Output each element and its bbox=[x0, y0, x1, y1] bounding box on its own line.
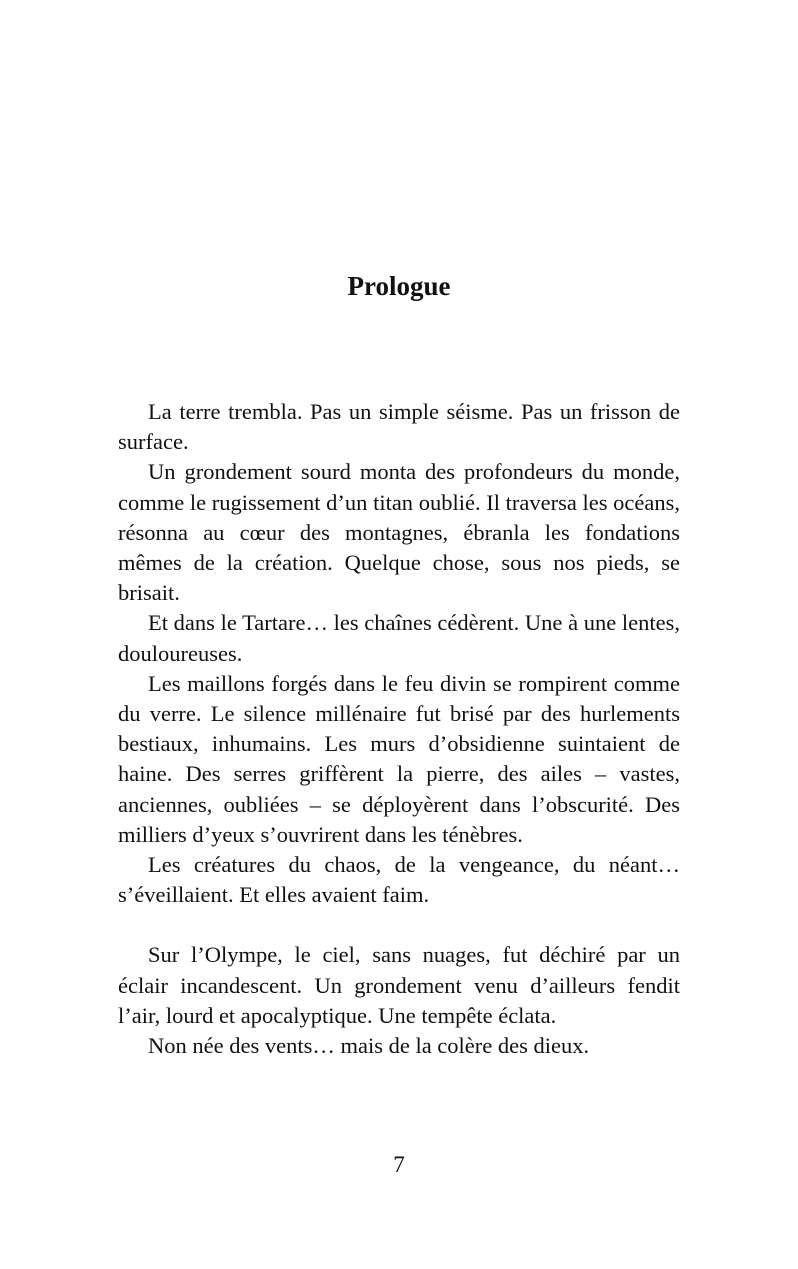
paragraph: Non née des vents… mais de la colère des dieux. bbox=[148, 1033, 590, 1059]
section-break bbox=[118, 910, 680, 940]
paragraph: Un grondement sourd monta des profondeurs du monde, comme le rugissement d’un titan oublié. Il traversa les océans, résonna au cœur des montagnes, ébranla les fondations mêmes de la création. Quelque chose, sous nos pieds, se brisait. bbox=[118, 459, 680, 606]
paragraph: La terre trembla. Pas un simple séisme. Pas un frisson de surface. bbox=[118, 399, 680, 455]
paragraph: Les maillons forgés dans le feu divin se rompirent comme du verre. Le silence millénaire fut brisé par des hurlements bestiaux, inhumains. Les murs d’obsidienne suintaient de haine. Des serres griffèrent la pierre, des ailes – vastes, anciennes, oubliées – se déployèrent dans l’obscurité. Des milliers d’yeux s’ouvrirent dans les ténèbres. bbox=[118, 670, 680, 847]
chapter-body bbox=[118, 397, 680, 1061]
paragraph: Et dans le Tartare… les chaînes cédèrent. Une à une lentes, douloureuses. bbox=[118, 610, 680, 666]
chapter-title: Prologue bbox=[347, 271, 451, 301]
page-number: 7 bbox=[393, 1152, 405, 1177]
paragraph: Les créatures du chaos, de la vengeance, du néant… s’éveillaient. Et elles avaient faim. bbox=[118, 852, 680, 908]
paragraph: Sur l’Olympe, le ciel, sans nuages, fut déchiré par un éclair incandescent. Un grondement venu d’ailleurs fendit l’air, lourd et apocalyptique. Une tempête éclata. bbox=[118, 942, 680, 1028]
